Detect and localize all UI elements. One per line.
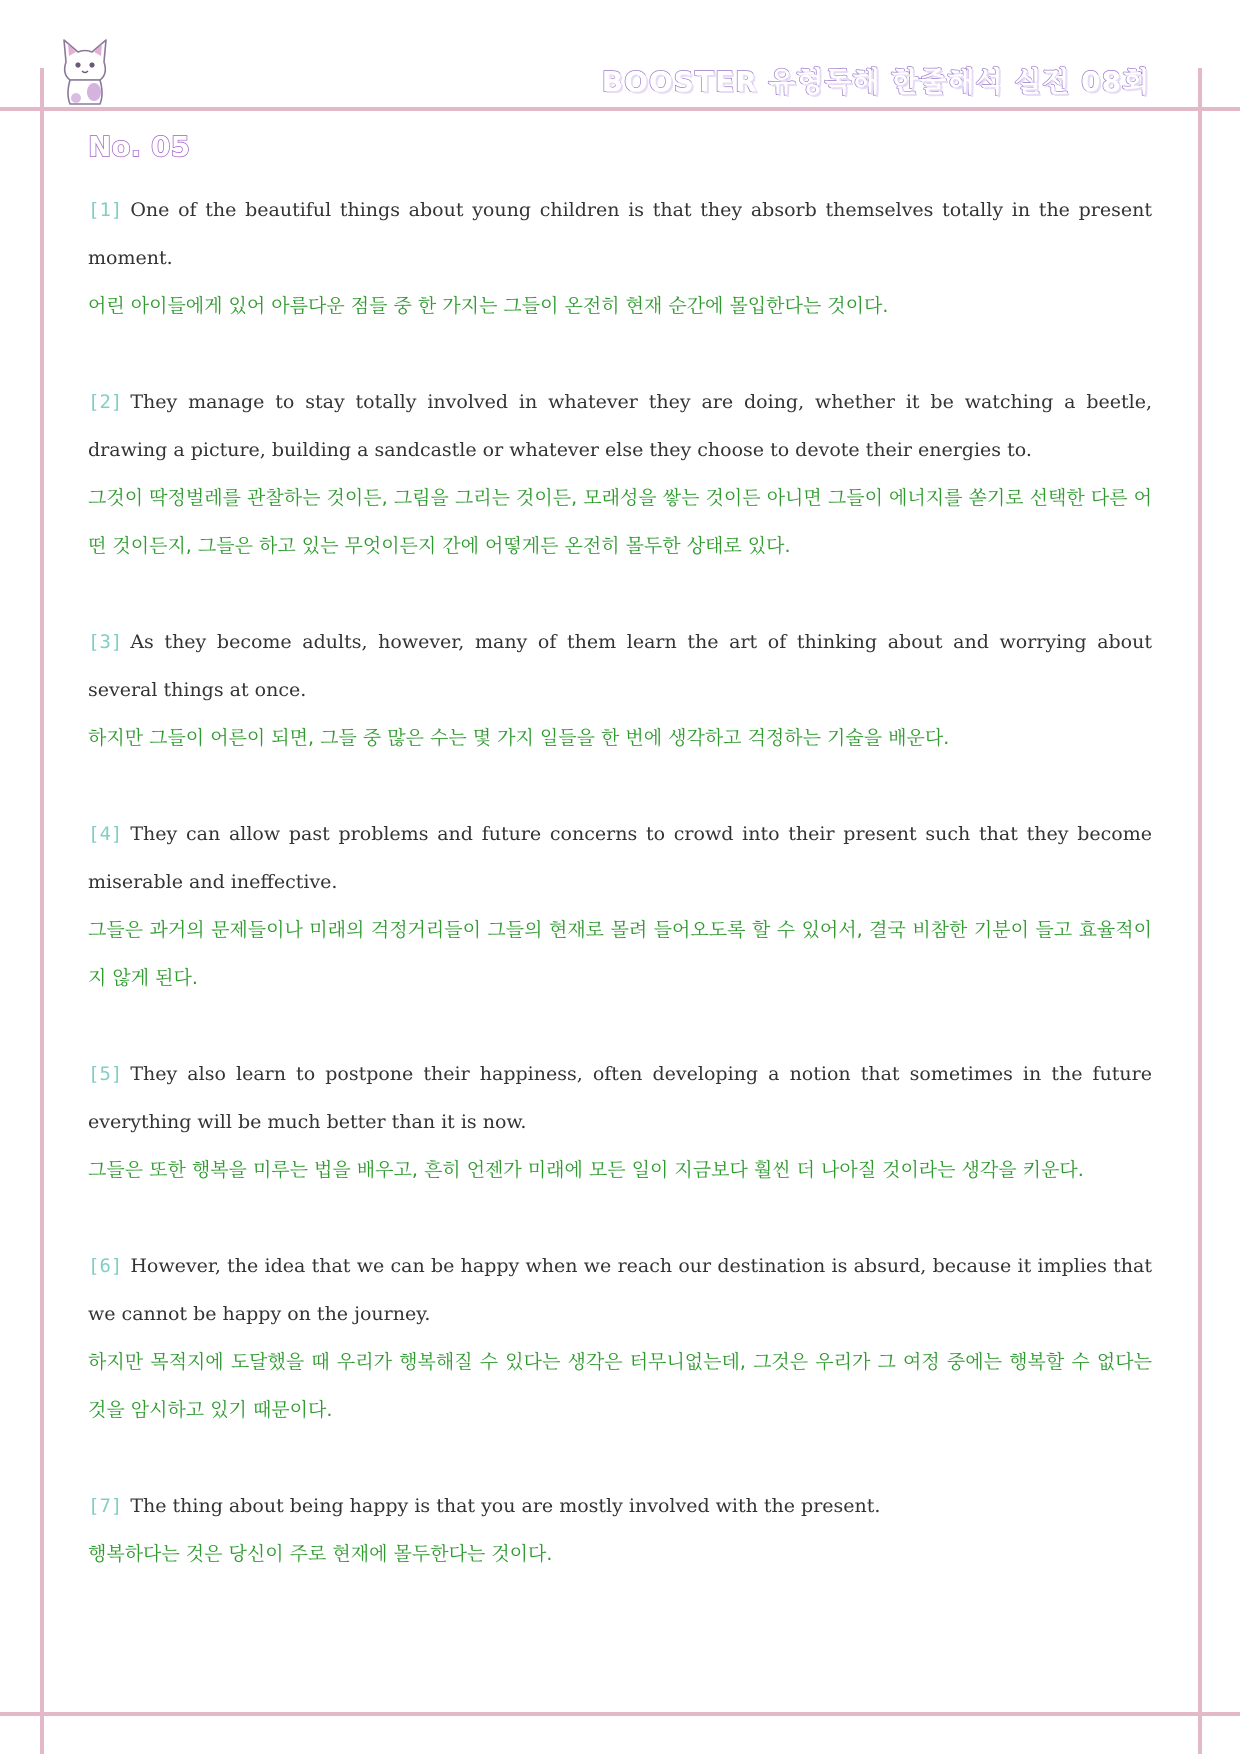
sentence-marker: [5] [88, 1063, 123, 1085]
cat-mascot-icon [56, 34, 114, 106]
korean-translation: 그것이 딱정벌레를 관찰하는 것이든, 그림을 그리는 것이든, 모래성을 쌓는 것이든 아니면 그들이 에너지를 쏟기로 선택한 다른 어떤 것이든지, 그들은 하고 있는 무엇이든지 간에 어떻게든 온전히 몰두한 상태로 있다. [88, 487, 1152, 557]
korean-translation: 하지만 그들이 어른이 되면, 그들 중 많은 수는 몇 가지 일들을 한 번에 생각하고 걱정하는 기술을 배운다. [88, 727, 950, 749]
sentence-marker: [1] [88, 199, 123, 221]
sentence-marker: [4] [88, 823, 123, 845]
footer-divider [0, 1712, 1240, 1716]
english-sentence [88, 1050, 1152, 1146]
sentence-block-7 [88, 1482, 1152, 1578]
sentence-list [88, 186, 1152, 1626]
korean-translation: 어린 아이들에게 있어 아름다운 점들 중 한 가지는 그들이 온전히 현재 순간에 몰입한다는 것이다. [88, 295, 889, 317]
english-sentence [88, 378, 1152, 474]
sentence-block-4 [88, 810, 1152, 1002]
header-divider [0, 107, 1240, 111]
sentence-marker: [6] [88, 1255, 123, 1277]
english-text: However, the idea that we can be happy when we reach our destination is absurd, because it implies that we cannot be happy on the journey. [88, 1255, 1152, 1325]
sentence-block-1 [88, 186, 1152, 330]
header-title: BOOSTER 유형독해 한줄해석 실전 08회 [601, 65, 1150, 98]
sentence-block-6 [88, 1242, 1152, 1434]
sentence-marker: [3] [88, 631, 123, 653]
sentence-block-5 [88, 1050, 1152, 1194]
korean-translation: 그들은 또한 행복을 미루는 법을 배우고, 흔히 언젠가 미래에 모든 일이 지금보다 훨씬 더 나아질 것이라는 생각을 키운다. [88, 1159, 1084, 1181]
frame-right-line [1198, 68, 1202, 1754]
english-sentence [88, 1482, 1152, 1530]
korean-translation: 행복하다는 것은 당신이 주로 현재에 몰두한다는 것이다. [88, 1543, 553, 1565]
english-text: As they become adults, however, many of them learn the art of thinking about and worrying about several things at once. [88, 631, 1152, 701]
english-sentence [88, 1242, 1152, 1338]
question-number: No. 05 [88, 130, 191, 163]
english-sentence [88, 186, 1152, 282]
korean-translation: 그들은 과거의 문제들이나 미래의 걱정거리들이 그들의 현재로 몰려 들어오도록 할 수 있어서, 결국 비참한 기분이 들고 효율적이지 않게 된다. [88, 919, 1152, 989]
english-text: They can allow past problems and future concerns to crowd into their present such that they become miserable and ineffective. [88, 823, 1152, 893]
english-sentence [88, 618, 1152, 714]
korean-translation: 하지만 목적지에 도달했을 때 우리가 행복해질 수 있다는 생각은 터무니없는데, 그것은 우리가 그 여정 중에는 행복할 수 없다는 것을 암시하고 있기 때문이다. [88, 1351, 1152, 1421]
english-sentence [88, 810, 1152, 906]
sentence-marker: [7] [88, 1495, 123, 1517]
english-text: They manage to stay totally involved in whatever they are doing, whether it be watching a beetle, drawing a picture, building a sandcastle or whatever else they choose to devote their energies to. [88, 391, 1152, 461]
english-text: They also learn to postpone their happiness, often developing a notion that sometimes in the future everything will be much better than it is now. [88, 1063, 1152, 1133]
english-text: One of the beautiful things about young children is that they absorb themselves totally in the present moment. [88, 199, 1152, 269]
english-text: The thing about being happy is that you are mostly involved with the present. [130, 1495, 881, 1517]
sentence-block-2 [88, 378, 1152, 570]
frame-left-line [40, 68, 44, 1754]
sentence-marker: [2] [88, 391, 123, 413]
sentence-block-3 [88, 618, 1152, 762]
